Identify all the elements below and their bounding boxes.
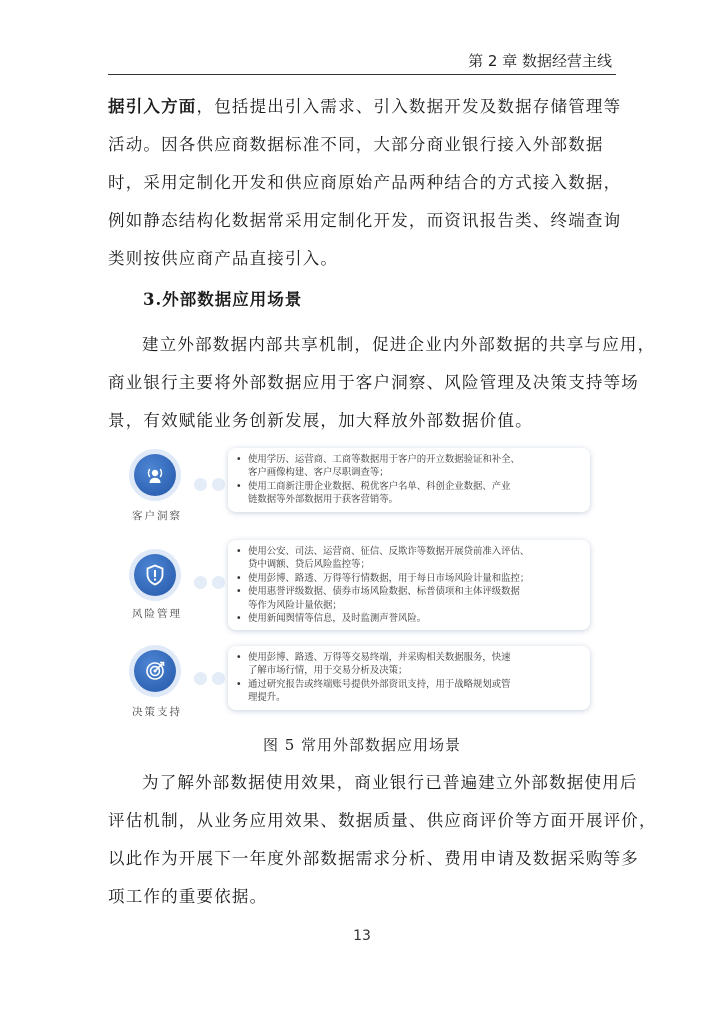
shield-alert-icon: [134, 554, 176, 596]
paragraph-evaluation: [108, 764, 657, 916]
paragraph-line: 建立外部数据内部共享机制，促进企业内外部数据的共享与应用，: [142, 335, 656, 354]
line-text: ，包括提出引入需求、引入数据开发及数据存储管理等: [196, 97, 622, 116]
bullet-item: [248, 453, 580, 480]
scene-label: 决策支持: [132, 706, 182, 718]
paragraph-line: 例如静态结构化数据常采用定制化开发，而资讯报告类、终端查询: [108, 211, 622, 230]
paragraph-data-import: [108, 88, 628, 278]
person-signal-icon: [134, 454, 176, 496]
connector-dot: [212, 478, 225, 491]
bullet-line: 使用工商新注册企业数据、税优客户名单、科创企业数据、产业: [248, 480, 511, 492]
bullet-line: 使用彭博、路透、万得等交易终端，并采购相关数据服务，快速: [248, 652, 511, 663]
figure-caption: 图 5 常用外部数据应用场景: [262, 736, 462, 754]
connector-dot: [194, 576, 207, 589]
bold-lead-phrase: 据引入方面: [108, 97, 197, 116]
section-heading: 3.外部数据应用场景: [143, 290, 303, 309]
paragraph-line: [108, 88, 628, 126]
page-number: 13: [353, 928, 371, 944]
scene-customer-insight: [118, 448, 598, 533]
bullet-line: 链数据等外部数据用于获客营销等。: [248, 494, 399, 506]
connector-dot: [212, 576, 225, 589]
bullet-line: 使用学历、运营商、工商等数据用于客户的开立数据验证和补全、: [248, 454, 520, 465]
bullet-item: [248, 612, 580, 625]
bullet-line: 使用公安、司法、运营商、征信、反欺诈等数据开展贷前准入评估、: [248, 546, 530, 557]
scene-card: [228, 448, 590, 512]
paragraph-line: 项工作的重要依据。: [108, 887, 268, 906]
paragraph-line: 评估机制，从业务应用效果、数据质量、供应商评价等方面开展评价，: [108, 811, 657, 830]
connector-dot: [212, 672, 225, 685]
bullet-item: [248, 585, 580, 612]
bullet-item: [248, 678, 580, 705]
paragraph-application-scenarios: [108, 326, 656, 440]
running-header: 第 2 章 数据经营主线: [468, 52, 612, 70]
bullet-item: [248, 545, 580, 572]
bullet-line: 使用新闻舆情等信息，及时监测声誉风险。: [248, 613, 427, 625]
scene-card: [228, 540, 590, 630]
paragraph-line: 景，有效赋能业务创新发展，加大释放外部数据价值。: [108, 411, 533, 430]
bullet-line: 客户画像构建、客户尽职调查等；: [248, 467, 389, 479]
scene-label: 客户洞察: [132, 510, 182, 522]
bullet-line: 使用惠誉评级数据、债券市场风险数据、标普债项和主体评级数据: [248, 586, 520, 598]
bullet-line: 使用彭博、路透、万得等行情数据，用于每日市场风险计量和监控；: [248, 572, 530, 584]
bullet-line: 通过研究报告或终端账号提供外部资讯支持，用于战略规划或管: [248, 678, 511, 690]
paragraph-line: 活动。因各供应商数据标准不同，大部分商业银行接入外部数据: [108, 135, 604, 154]
paragraph-line: 时，采用定制化开发和供应商原始产品两种结合的方式接入数据，: [108, 173, 622, 192]
paragraph-line: 以此作为开展下一年度外部数据需求分析、费用申请及数据采购等多: [108, 849, 639, 868]
bullet-line: 理提升。: [248, 692, 286, 704]
scene-risk-management: [118, 540, 598, 625]
scene-card: [228, 646, 590, 710]
bullet-item: [248, 572, 580, 585]
bullet-item: [248, 651, 580, 678]
bullet-line: 了解市场行情，用于交易分析及决策；: [248, 665, 408, 677]
connector-dot: [194, 478, 207, 491]
connector-dot: [194, 672, 207, 685]
bullet-line: 等作为风险计量依据；: [248, 599, 342, 611]
bullet-line: 贷中调额、贷后风险监控等；: [248, 559, 370, 571]
paragraph-line: 商业银行主要将外部数据应用于客户洞察、风险管理及决策支持等场: [108, 373, 639, 392]
scene-decision-support: [118, 646, 598, 731]
target-icon: [134, 650, 176, 692]
paragraph-line: 类则按供应商产品直接引入。: [108, 249, 339, 268]
bullet-item: [248, 480, 580, 507]
header-rule: [108, 74, 616, 75]
figure-application-scenarios: [118, 440, 598, 725]
paragraph-line: 为了解外部数据使用效果，商业银行已普遍建立外部数据使用后: [142, 773, 638, 792]
scene-label: 风险管理: [132, 608, 182, 620]
